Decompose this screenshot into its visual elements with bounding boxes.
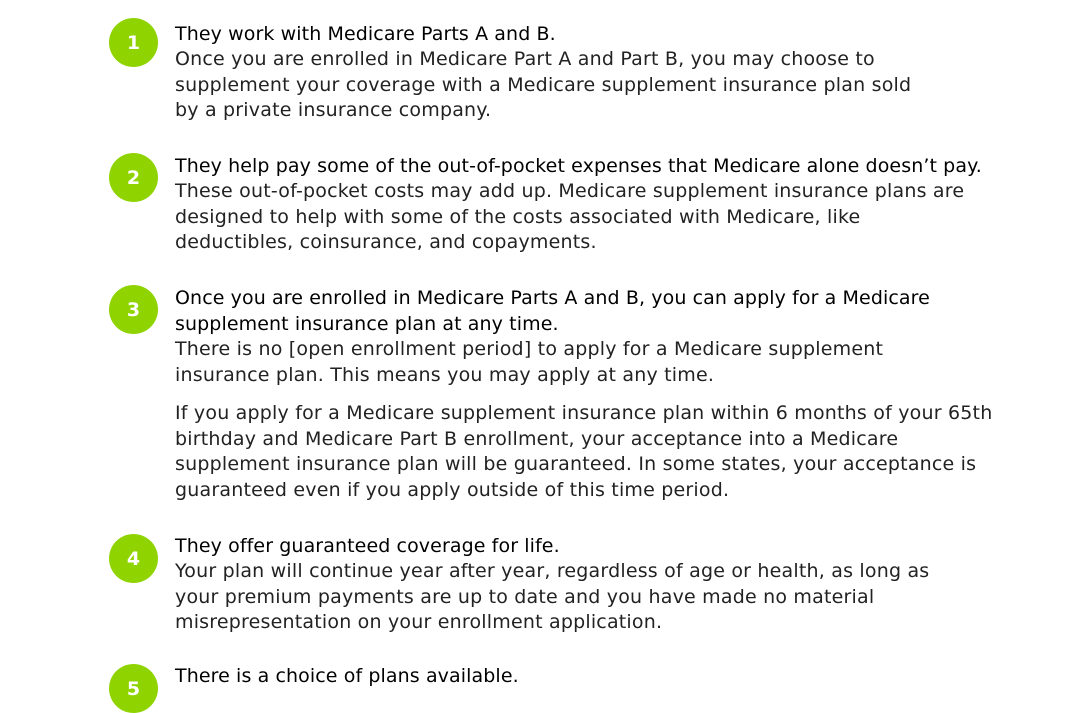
number-badge: [109, 285, 158, 334]
item-paragraph: These out-of-pocket costs may add up. Medicare supplement insurance plans are designed to help with some of the costs associated with Medicare, like deductibles, coinsurance, and copayments.: [175, 180, 965, 253]
number-badge-label: 1: [126, 31, 141, 54]
number-badge-label: 3: [126, 298, 141, 321]
item-heading: There is a choice of plans available.: [175, 665, 519, 687]
number-badge: [109, 18, 158, 67]
number-badge: [109, 153, 158, 202]
number-badge: [109, 664, 158, 713]
item-heading: They help pay some of the out-of-pocket expenses that Medicare alone doesn’t pay.: [175, 155, 982, 177]
item-paragraph: Your plan will continue year after year, regardless of age or health, as long as your premium payments are up to date and you have made no material misrepresentation on your enrollment application.: [175, 560, 930, 633]
item-heading: Once you are enrolled in Medicare Parts A and B, you can apply for a Medicare supplement insurance plan at any time.: [175, 287, 930, 335]
number-badge: [109, 534, 158, 583]
number-badge-label: 5: [126, 677, 141, 700]
item-paragraph: Once you are enrolled in Medicare Part A and Part B, you may choose to supplement your coverage with a Medicare supplement insurance plan sold by a private insurance company.: [175, 48, 912, 121]
item-heading: They work with Medicare Parts A and B.: [175, 23, 556, 45]
number-badge-label: 2: [126, 166, 141, 189]
number-badge-label: 4: [126, 547, 141, 570]
item-paragraph: If you apply for a Medicare supplement insurance plan within 6 months of your 65th birthday and Medicare Part B enrollment, your acceptance into a Medicare supplement insurance plan will be guaranteed. In some states, your acceptance is guaranteed even if you apply outside of this time period.: [175, 402, 993, 501]
item-paragraph: There is no [open enrollment period] to apply for a Medicare supplement insurance plan. This means you may apply at any time.: [175, 338, 884, 386]
item-heading: They offer guaranteed coverage for life.: [175, 535, 560, 557]
